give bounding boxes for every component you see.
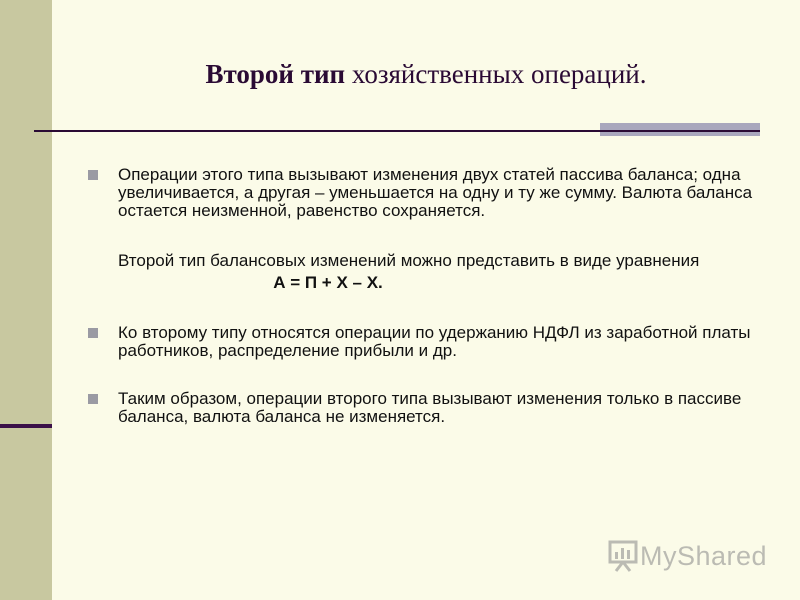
myshared-logo [606, 536, 767, 576]
bullet-item-2 [88, 324, 768, 360]
equation-intro-paragraph [88, 252, 768, 270]
sidebar-accent-line [0, 424, 52, 428]
bullet-text-3: Таким образом, операции второго типа вызывают изменения только в пассиве баланса, валюта баланса не изменяется. [118, 389, 742, 426]
bullet-square-icon [88, 328, 98, 338]
bullet-square-icon [88, 170, 98, 180]
slide-content [88, 166, 768, 426]
logo-text: MyShared [640, 540, 768, 571]
title-bold-part: Второй тип [205, 59, 346, 89]
equation-formula: А = П + Х – Х. [273, 273, 383, 292]
left-sidebar-decoration [0, 0, 52, 600]
title-underline [34, 130, 600, 132]
title-underline-block-line [600, 130, 760, 132]
presentation-board-icon [606, 539, 640, 573]
equation-intro-text: Второй тип балансовых изменений можно представить в виде уравнения [118, 251, 700, 270]
bullet-square-icon [88, 394, 98, 404]
bullet-text-2: Ко второму типу относятся операции по удержанию НДФЛ из заработной платы работников, распределение прибыли и др. [118, 323, 751, 360]
bullet-item-3 [88, 390, 768, 426]
slide-title [52, 56, 800, 92]
bullet-item-1 [88, 166, 768, 220]
title-rest-part: хозяйственных операций. [345, 59, 647, 89]
bullet-text-1: Операции этого типа вызывают изменения двух статей пассива баланса; одна увеличивается, а другая – уменьшается на одну и ту же сумму. Валюта баланса остается неизменной, равенство сохраняется. [118, 165, 753, 220]
